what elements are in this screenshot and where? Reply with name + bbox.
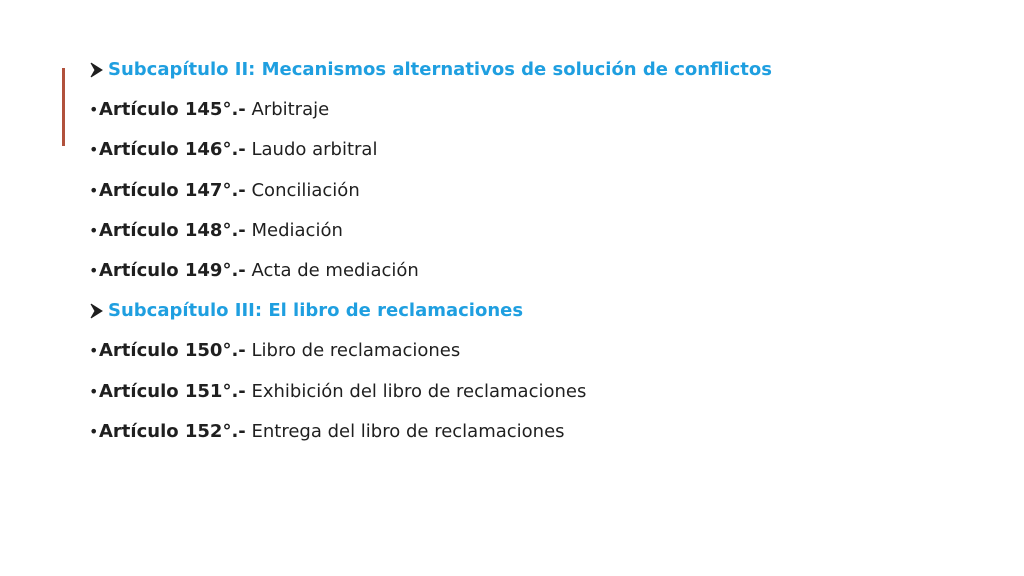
heading-text: Subcapítulo III: El libro de reclamaciones: [108, 300, 524, 322]
bullet: •: [89, 100, 99, 120]
article-title: Arbitraje: [245, 99, 330, 121]
bullet: •: [89, 220, 99, 240]
article-title: Conciliación: [245, 179, 360, 201]
heading-subcapitulo-ii: [89, 56, 984, 96]
list-item-articulo-147: [89, 177, 984, 217]
list-item-articulo-149: [89, 257, 984, 297]
content-list: [89, 56, 984, 458]
list-item-articulo-145: [89, 96, 984, 136]
accent-bar: [62, 68, 65, 146]
bullet: •: [89, 381, 99, 401]
article-number: Artículo 151°.-: [99, 380, 246, 402]
bullet: •: [89, 260, 99, 280]
article-title: Entrega del libro de reclamaciones: [245, 420, 565, 442]
list-item-articulo-150: [89, 337, 984, 377]
heading-subcapitulo-iii: [89, 297, 984, 337]
article-number: Artículo 149°.-: [99, 259, 246, 281]
article-number: Artículo 145°.-: [99, 99, 246, 121]
article-number: Artículo 146°.-: [99, 139, 246, 161]
bullet: •: [89, 180, 99, 200]
article-title: Acta de mediación: [245, 259, 419, 281]
list-item-articulo-152: [89, 418, 984, 458]
heading-text: Subcapítulo II: Mecanismos alternativos de solución de conflictos: [108, 59, 772, 80]
bullet: •: [89, 341, 99, 361]
article-title: Laudo arbitral: [245, 139, 378, 161]
article-number: Artículo 152°.-: [99, 420, 246, 442]
article-number: Artículo 148°.-: [99, 219, 246, 241]
article-number: Artículo 147°.-: [99, 179, 246, 201]
article-title: Mediación: [245, 219, 343, 241]
list-item-articulo-146: [89, 136, 984, 176]
list-item-articulo-148: [89, 217, 984, 257]
arrow-bullet-icon: [89, 62, 106, 78]
list-item-articulo-151: [89, 378, 984, 418]
bullet: •: [89, 421, 99, 441]
article-title: Exhibición del libro de reclamaciones: [245, 380, 587, 402]
arrow-bullet-icon: [89, 303, 106, 319]
article-title: Libro de reclamaciones: [245, 340, 461, 362]
bullet: •: [89, 140, 99, 160]
article-number: Artículo 150°.-: [99, 340, 246, 362]
